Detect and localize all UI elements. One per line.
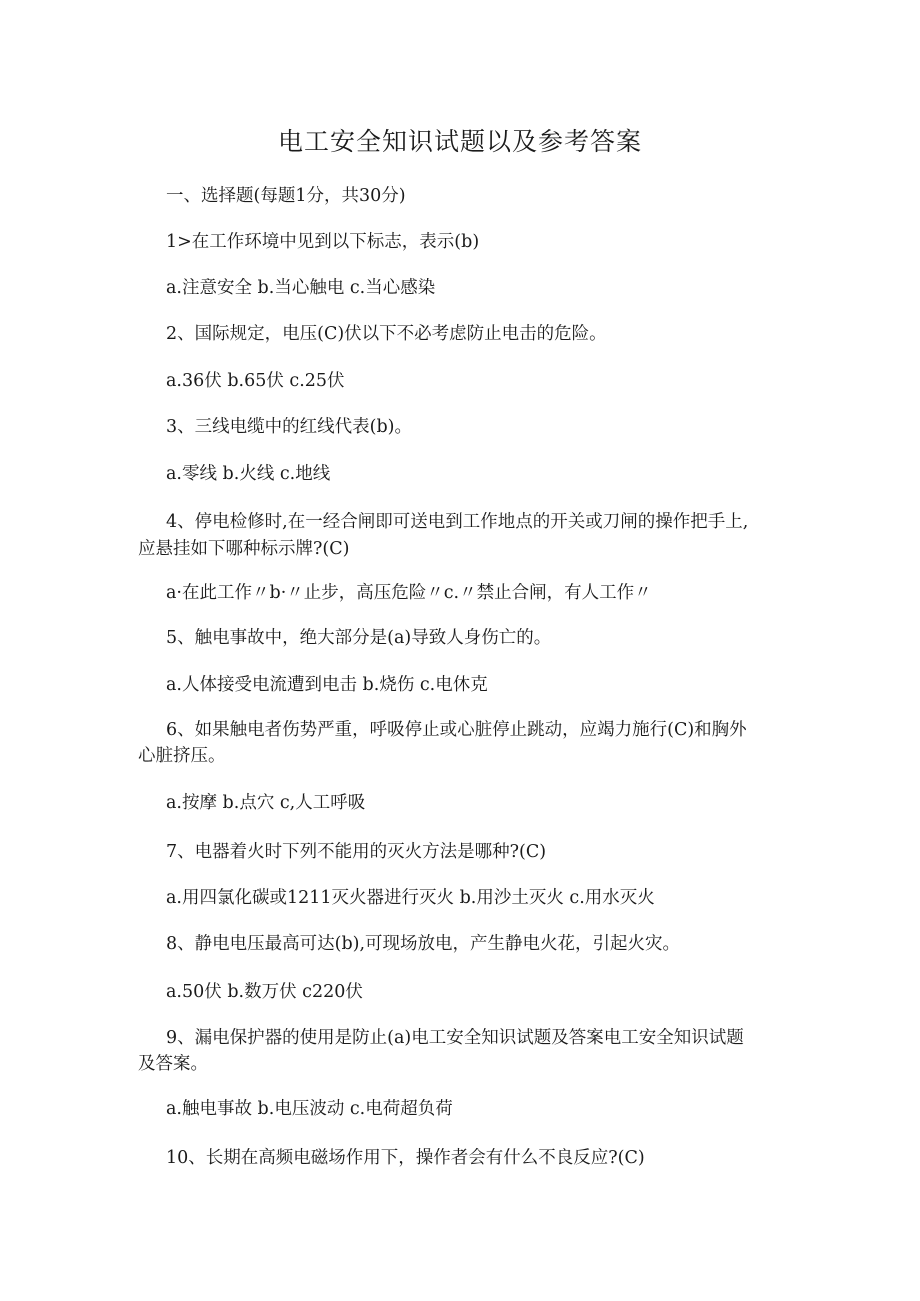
question-8: 8、静电电压最高可达(b),可现场放电，产生静电火花，引起火灾。 [166,934,681,954]
answer-options-9: a.触电事故 b.电压波动 c.电荷超负荷 [166,1099,453,1119]
answer-options-2: a.36伏 b.65伏 c.25伏 [166,371,345,391]
question-5: 5、触电事故中，绝大部分是(a)导致人身伤亡的。 [166,628,552,648]
question-6-line-1: 6、如果触电者伤势严重，呼吸停止或心脏停止跳动，应竭力施行(C)和胸外 [166,720,747,740]
question-6-line-2: 心脏挤压。 [138,746,226,766]
question-7: 7、电器着火时下列不能用的灭火方法是哪种?(C) [166,842,547,862]
question-3: 3、三线电缆中的红线代表(b)。 [166,417,412,437]
answer-options-7: a.用四氯化碳或1211灭火器进行灭火 b.用沙土灭火 c.用水灭火 [166,888,655,908]
document-title: 电工安全知识试题以及参考答案 [277,127,642,156]
question-9-line-1: 9、漏电保护器的使用是防止(a)电工安全知识试题及答案电工安全知识试题 [166,1028,744,1048]
answer-options-3: a.零线 b.火线 c.地线 [166,464,331,484]
question-10: 10、长期在高频电磁场作用下，操作者会有什么不良反应?(C) [166,1148,645,1168]
answer-options-8: a.50伏 b.数万伏 c220伏 [166,982,363,1002]
question-9-line-2: 及答案。 [138,1054,208,1074]
question-4-line-2: 应悬挂如下哪种标示牌?(C) [138,539,350,559]
question-4-line-1: 4、停电检修时,在一经合闸即可送电到工作地点的开关或刀闸的操作把手上, [166,512,749,532]
answer-options-6: a.按摩 b.点穴 c,人工呼吸 [166,793,366,813]
answer-options-1: a.注意安全 b.当心触电 c.当心感染 [166,278,436,298]
section-heading: 一、选择题(每题1分，共30分) [166,186,406,206]
answer-options-4: a·在此工作〃b·〃止步，高压危险〃c.〃禁止合闸，有人工作〃 [166,583,652,603]
question-2: 2、国际规定，电压(C)伏以下不必考虑防止电击的危险。 [166,324,607,344]
answer-options-5: a.人体接受电流遭到电击 b.烧伤 c.电休克 [166,675,488,695]
question-1: 1>在工作环境中见到以下标志，表示(b) [166,232,480,252]
